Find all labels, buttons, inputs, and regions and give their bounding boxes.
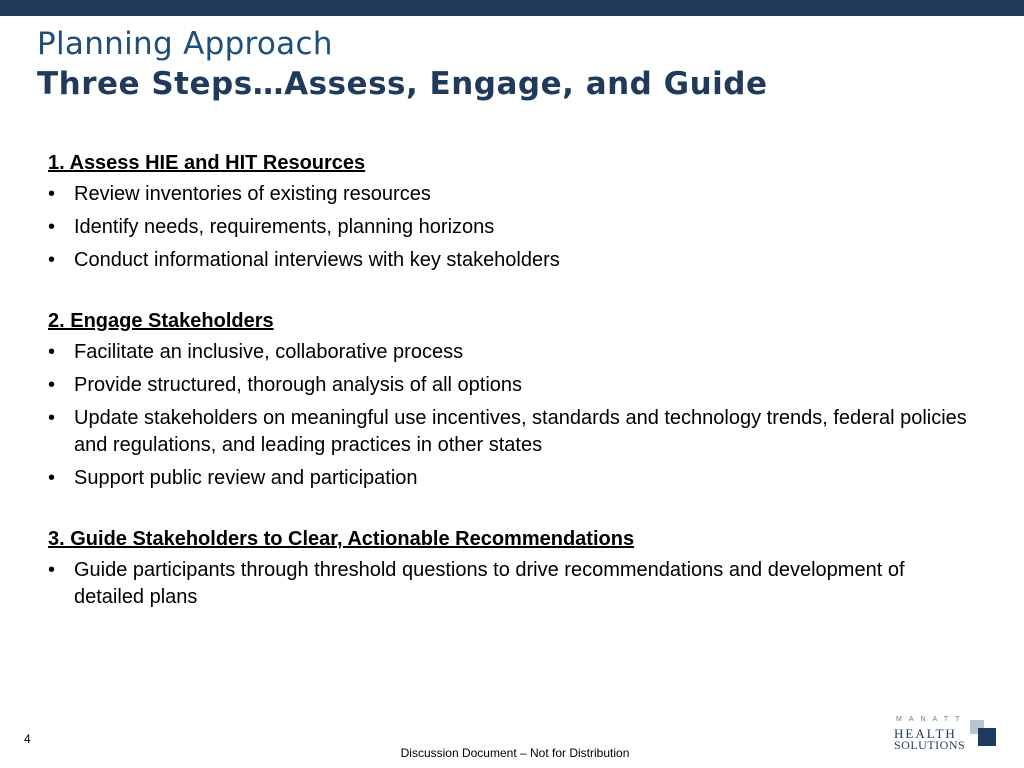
logo-line-2: HEALTH	[894, 726, 957, 741]
section-assess	[48, 148, 978, 274]
section-guide	[48, 524, 978, 611]
slide-body	[48, 148, 978, 643]
section-heading: 1. Assess HIE and HIT Resources	[48, 152, 366, 174]
bullet-text: Conduct informational interviews with key stakeholders	[74, 249, 560, 271]
footer-text: Discussion Document – Not for Distribution	[400, 746, 630, 760]
title-line-1: Planning Approach	[37, 26, 333, 62]
section-engage	[48, 306, 978, 492]
bullet-icon: •	[48, 374, 56, 396]
bullet-icon: •	[48, 249, 56, 271]
bullet-text: Facilitate an inclusive, collaborative process	[74, 341, 464, 363]
bullet-text: Update stakeholders on meaningful use incentives, standards and technology trends, federal policies and regulations, and leading practices in other states	[74, 407, 967, 456]
bullet-icon: •	[48, 467, 56, 489]
bullet-text: Provide structured, thorough analysis of all options	[74, 374, 523, 396]
bullet-icon: •	[48, 341, 56, 363]
bullet-text: Identify needs, requirements, planning horizons	[74, 216, 495, 238]
logo-line-1: MANATT	[896, 716, 967, 723]
title-line-2: Three Steps…Assess, Engage, and Guide	[37, 66, 768, 102]
section-heading: 3. Guide Stakeholders to Clear, Actionable Recommendations	[48, 528, 635, 550]
logo-mark-icon	[970, 720, 1000, 750]
bullet-item	[48, 372, 978, 399]
bullet-text: Guide participants through threshold questions to drive recommendations and development of detailed plans	[74, 559, 905, 608]
bullet-item	[48, 247, 978, 274]
bullet-item	[48, 214, 978, 241]
bullet-icon: •	[48, 216, 56, 238]
header-bar	[0, 0, 1024, 16]
page-number: 4	[24, 732, 31, 746]
bullet-text: Support public review and participation	[74, 467, 418, 489]
bullet-icon: •	[48, 407, 56, 429]
bullet-icon: •	[48, 559, 56, 581]
logo-line-3: SOLUTIONS	[894, 738, 966, 752]
bullet-text: Review inventories of existing resources	[74, 183, 431, 205]
bullet-item	[48, 465, 978, 492]
section-heading: 2. Engage Stakeholders	[48, 310, 274, 332]
bullet-item	[48, 557, 978, 611]
bullet-item	[48, 181, 978, 208]
bullet-item	[48, 339, 978, 366]
slide-title	[37, 24, 768, 104]
bullet-icon: •	[48, 183, 56, 205]
bullet-item	[48, 405, 978, 459]
company-logo	[894, 716, 1004, 756]
